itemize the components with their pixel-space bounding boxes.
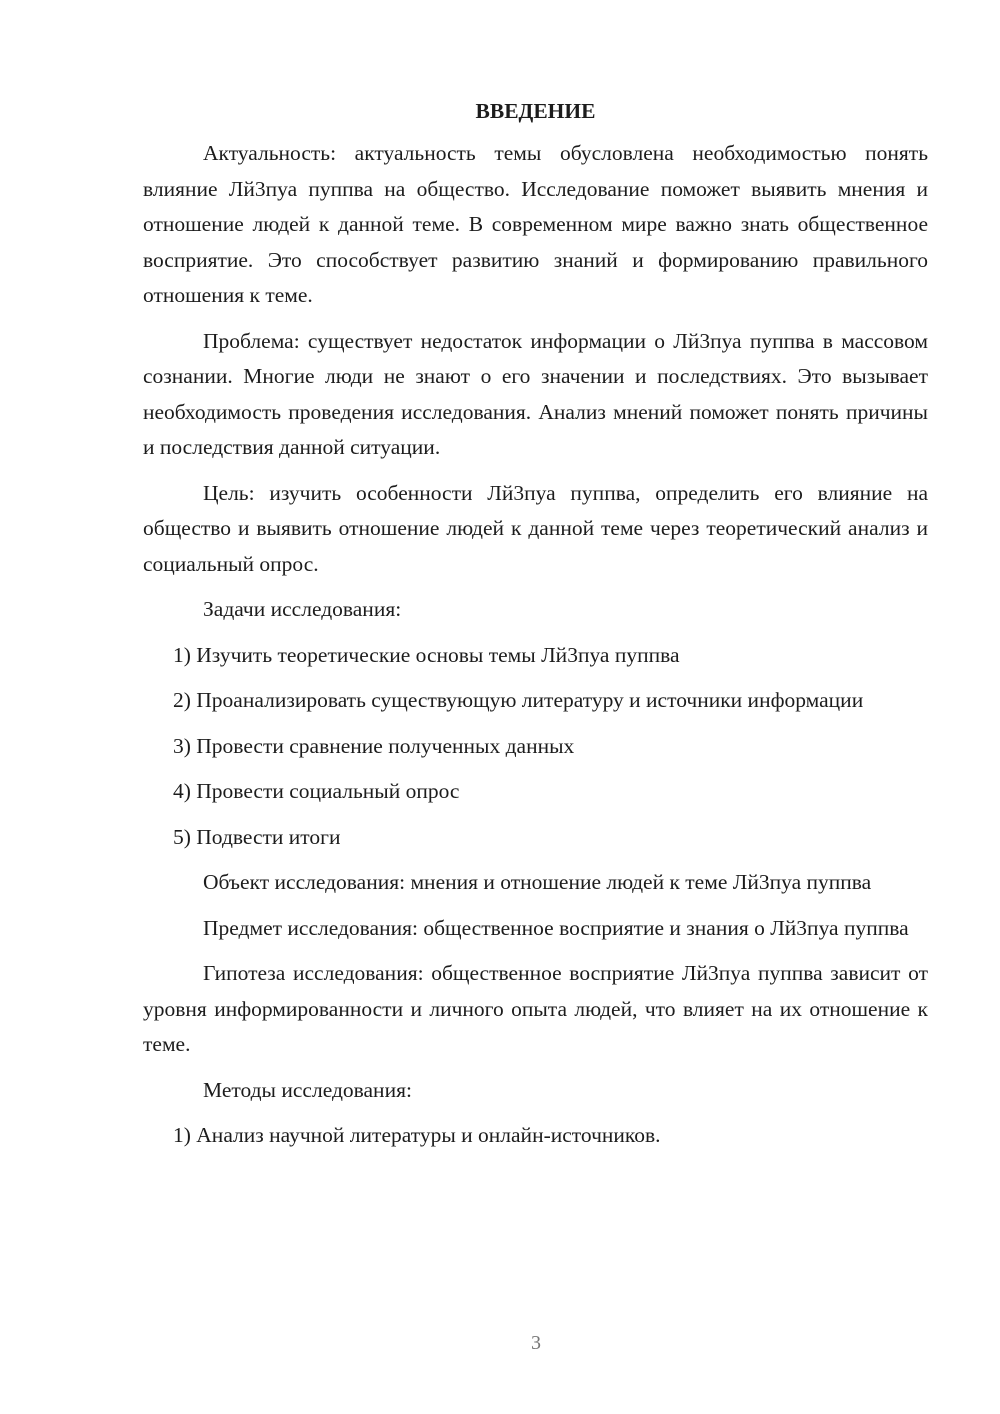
object-paragraph: Объект исследования: мнения и отношение людей к теме Лй3пуа пуппва — [203, 870, 872, 894]
problem-paragraph: Проблема: существует недостаток информации о Лй3пуа пуппва в массовом сознании. Многие люди не знают о его значении и последствиях. Это вызывает необходимость проведения исследования. Анализ мнений поможет понять причины и последствия данной ситуации. — [143, 328, 928, 459]
task-item-1: 1) Изучить теоретические основы темы Лй3пуа пуппва — [173, 642, 680, 667]
task-item-5: 5) Подвести итоги — [173, 824, 341, 849]
page-number: 3 — [531, 1332, 541, 1354]
tasks-heading: Задачи исследования: — [203, 597, 402, 621]
hypothesis-paragraph: Гипотеза исследования: общественное восприятие Лй3пуа пуппва зависит от уровня информированности и личного опыта людей, что влияет на их отношение к теме. — [143, 961, 928, 1056]
task-item-4: 4) Провести социальный опрос — [173, 779, 460, 803]
document-page — [143, 96, 928, 1164]
method-item-1: 1) Анализ научной литературы и онлайн-источников. — [173, 1123, 661, 1147]
subject-paragraph: Предмет исследования: общественное восприятие и знания о Лй3пуа пуппва — [203, 915, 909, 940]
task-item-3: 3) Провести сравнение полученных данных — [173, 733, 575, 758]
relevance-paragraph: Актуальность: актуальность темы обусловлена необходимостью понять влияние Лй3пуа пуппва на общество. Исследование поможет выявить мнения и отношение людей к данной теме. В современном мире важно знать общественное восприятие. Это способствует развитию знаний и формированию правильного отношения к теме. — [143, 141, 928, 307]
task-item-2: 2) Проанализировать существующую литературу и источники информации — [173, 688, 864, 712]
section-title: ВВЕДЕНИЕ — [475, 99, 596, 123]
goal-paragraph: Цель: изучить особенности Лй3пуа пуппва, определить его влияние на общество и выявить отношение людей к данной теме через теоретический анализ и социальный опрос. — [143, 480, 928, 576]
methods-heading: Методы исследования: — [203, 1077, 412, 1102]
